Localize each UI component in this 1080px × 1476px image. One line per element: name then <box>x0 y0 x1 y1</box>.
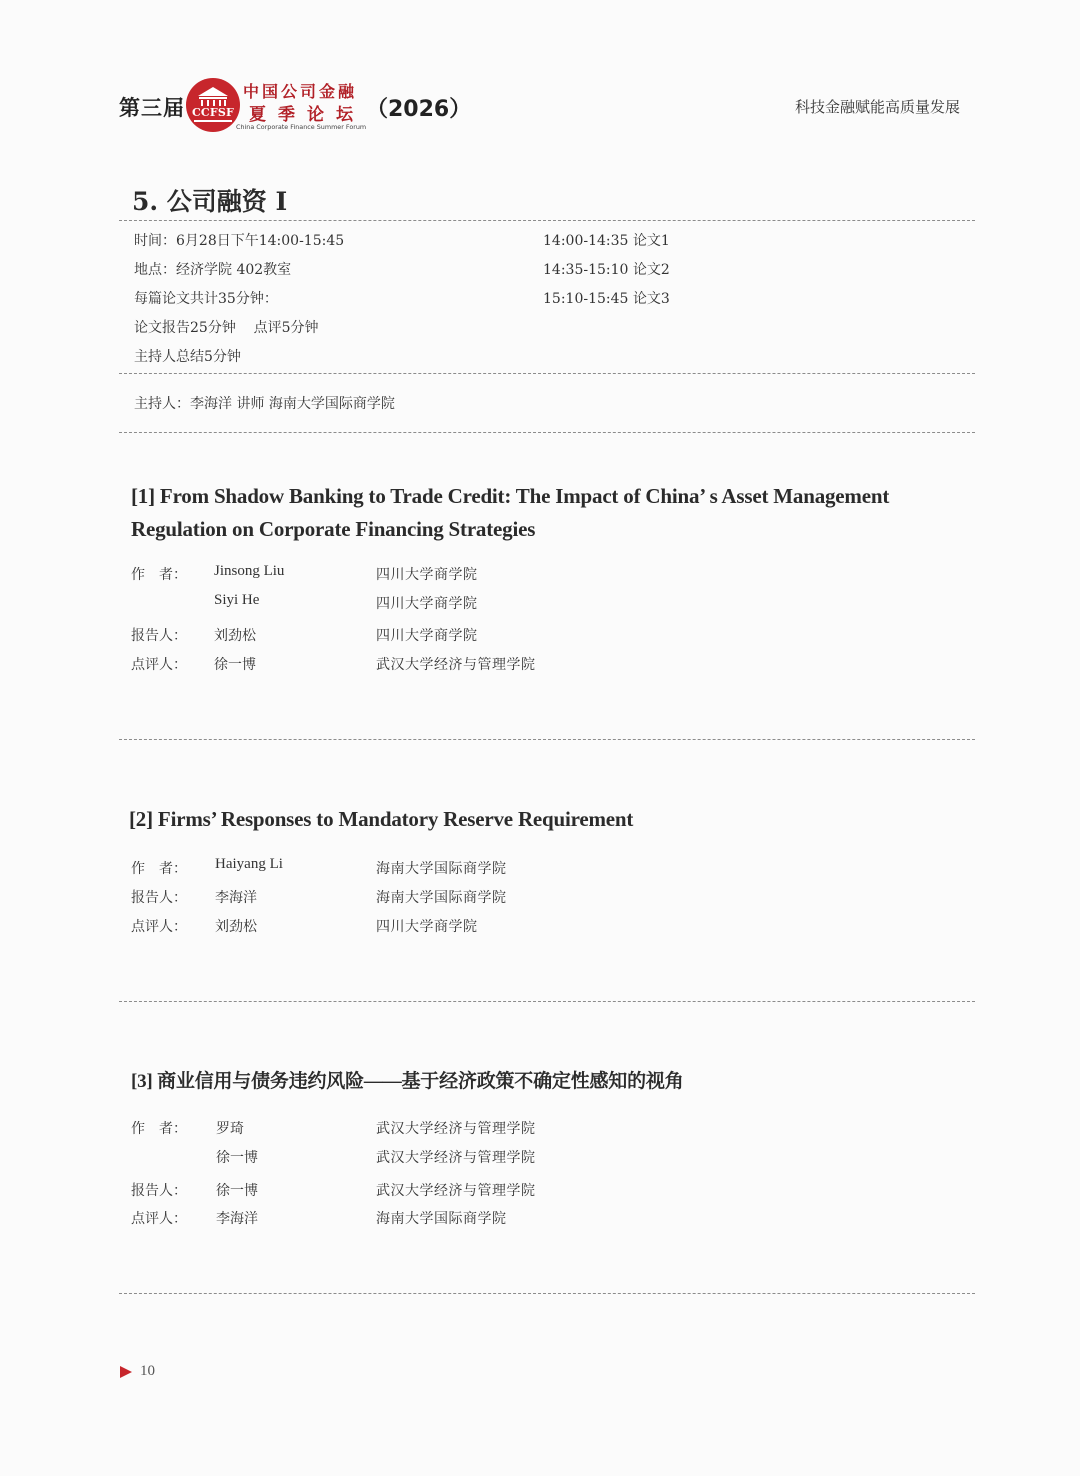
author-name: Jinsong Liu <box>214 563 285 579</box>
author-affiliation: 武汉大学经济与管理学院 <box>376 1121 536 1137</box>
divider <box>119 220 975 221</box>
author-label: 作 者： <box>131 1121 187 1137</box>
session-title: 5. 公司融资 I <box>132 187 288 216</box>
presenter-label: 报告人： <box>131 1183 187 1199</box>
paper-1-title-line1: [1] From Shadow Banking to Trade Credit: The Impact of China’ s Asset Management <box>131 484 890 508</box>
paper-1-title <box>131 480 971 546</box>
author-label: 作 者： <box>131 567 187 583</box>
presenter-affiliation: 海南大学国际商学院 <box>376 890 507 906</box>
presenter-name: 徐一博 <box>216 1183 258 1199</box>
play-arrow-icon <box>120 1366 132 1378</box>
session-time: 时间：6月28日下午14:00-15:45 <box>134 233 345 249</box>
author-affiliation: 四川大学商学院 <box>376 567 478 583</box>
schedule-slot-1: 14:00-14:35 论文1 <box>543 233 670 249</box>
discussant-label: 点评人： <box>131 919 187 935</box>
schedule-slot-2: 14:35-15:10 论文2 <box>543 262 670 278</box>
discussant-label: 点评人： <box>131 657 187 673</box>
forum-year: （2026） <box>366 97 472 122</box>
logo-abbreviation: CCFSF <box>191 106 235 119</box>
author-name: 徐一博 <box>216 1150 258 1166</box>
session-chair: 主持人：李海洋 讲师 海南大学国际商学院 <box>134 396 395 412</box>
presenter-affiliation: 武汉大学经济与管理学院 <box>376 1183 536 1199</box>
discussant-name: 刘劲松 <box>215 919 257 935</box>
presenter-name: 刘劲松 <box>214 628 256 644</box>
schedule-slot-3: 15:10-15:45 论文3 <box>543 291 670 307</box>
divider <box>119 1001 975 1002</box>
discussant-affiliation: 海南大学国际商学院 <box>376 1211 507 1227</box>
paper-1-title-line2: Regulation on Corporate Financing Strategies <box>131 517 536 541</box>
forum-slogan: 科技金融赋能高质量发展 <box>795 98 961 116</box>
author-affiliation: 武汉大学经济与管理学院 <box>376 1150 536 1166</box>
presenter-affiliation: 四川大学商学院 <box>376 628 478 644</box>
forum-name-en: China Corporate Finance Summer Forum <box>236 123 367 131</box>
forum-name-cn-line2: 夏季论坛 <box>249 105 365 125</box>
forum-name-cn-line1: 中国公司金融 <box>243 82 358 101</box>
divider <box>119 432 975 433</box>
presenter-name: 李海洋 <box>215 890 257 906</box>
edition-label: 第三届 <box>119 96 185 120</box>
divider <box>119 1293 975 1294</box>
author-name: Haiyang Li <box>215 856 283 872</box>
discussant-name: 李海洋 <box>216 1211 258 1227</box>
discussant-affiliation: 武汉大学经济与管理学院 <box>376 657 536 673</box>
author-affiliation: 四川大学商学院 <box>376 596 478 612</box>
session-place: 地点：经济学院 402教室 <box>134 262 292 278</box>
author-label: 作 者： <box>131 861 187 877</box>
author-name: 罗琦 <box>216 1121 244 1137</box>
page-number: 10 <box>140 1363 155 1379</box>
paper-3-title: [3] 商业信用与债务违约风险——基于经济政策不确定性感知的视角 <box>131 1071 684 1092</box>
session-breakdown: 论文报告25分钟 点评5分钟 <box>134 320 319 336</box>
paper-2-title: [2] Firms’ Responses to Mandatory Reserve Requirement <box>129 807 634 831</box>
building-icon <box>186 78 240 132</box>
divider <box>119 739 975 740</box>
author-name: Siyi He <box>214 592 260 608</box>
author-affiliation: 海南大学国际商学院 <box>376 861 507 877</box>
presenter-label: 报告人： <box>131 890 187 906</box>
session-closing: 主持人总结5分钟 <box>134 349 241 365</box>
discussant-label: 点评人： <box>131 1211 187 1227</box>
forum-logo <box>186 78 240 132</box>
presenter-label: 报告人： <box>131 628 187 644</box>
divider <box>119 373 975 374</box>
session-per-paper: 每篇论文共计35分钟： <box>134 291 278 307</box>
discussant-affiliation: 四川大学商学院 <box>376 919 478 935</box>
discussant-name: 徐一博 <box>214 657 256 673</box>
